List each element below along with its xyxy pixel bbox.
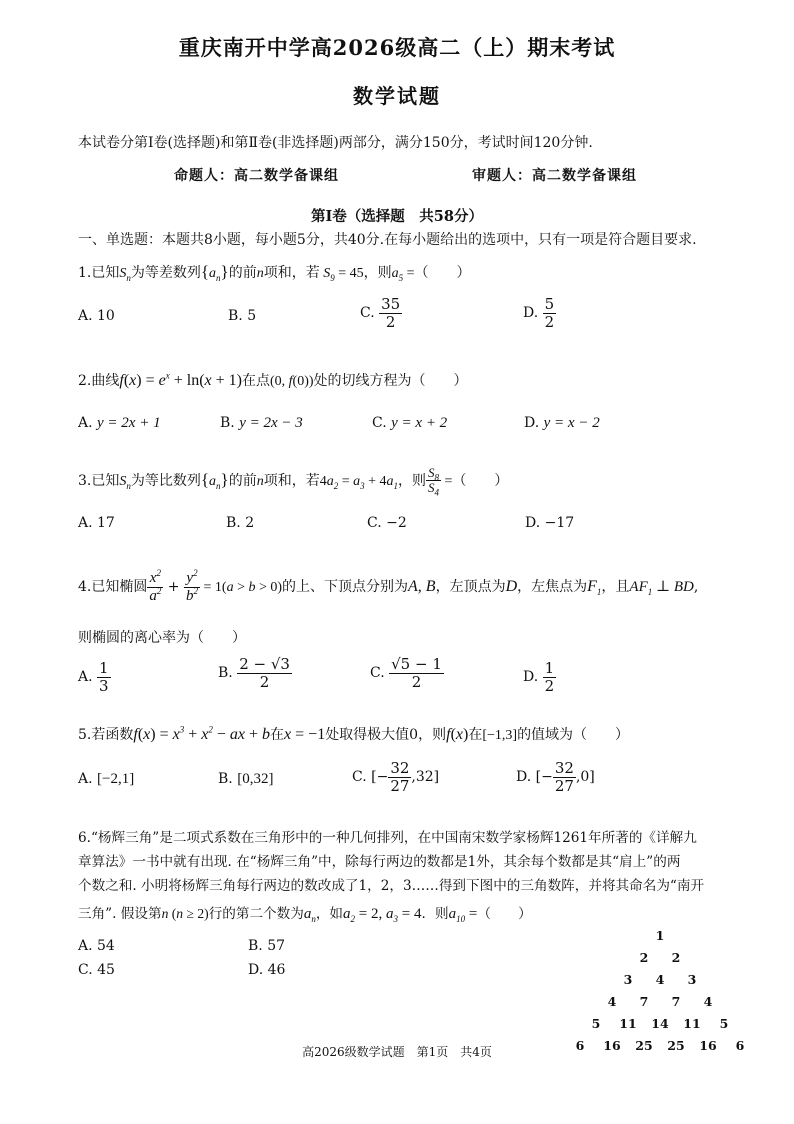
q2-mid: 在点 (241, 373, 270, 389)
q4-c-denominator: 2 (411, 672, 422, 691)
triangle-cell: 6 (735, 1038, 745, 1053)
triangle-cell: 5 (719, 1016, 729, 1031)
triangle-cell: 11 (619, 1016, 637, 1031)
q4-d-numerator: 1 (544, 659, 555, 677)
q4-mid4: ，且 (601, 579, 630, 595)
question-5: 5.若函数$f(x) = x^3 + x^2$ − ax + b在x = −1处取得极大值0，则f(x)在[−1,3]的值域为（ ） (78, 724, 630, 743)
q3-option-a: A. 17 (78, 515, 115, 531)
triangle-cell: 25 (635, 1038, 653, 1053)
q3-prefix: 3.已知 (78, 472, 120, 489)
triangle-cell: 25 (667, 1038, 685, 1053)
triangle-cell: 11 (683, 1016, 701, 1031)
q6-line1: 6.“杨辉三角”是二项式系数在三角形中的一种几何排列，在中国南宋数学家杨辉1261年所著的《详解九 (78, 830, 697, 846)
q1-d-denominator: 2 (544, 312, 555, 331)
q4-c-numerator: √5 − 1 (391, 655, 442, 673)
exam-intro: 本试卷分第Ⅰ卷(选择题)和第Ⅱ卷(非选择题)两部分，满分150分，考试时间120分钟. (78, 135, 593, 151)
question-4: 4.已知椭圆 $\frac{x^2}{a^2}$ + $\frac{y^2}{b^2}$ = 1(a > b > 0)的上、下顶点分别为A, B，左顶点为D，左焦点为$F_1$，且$AF_1$ ⊥ BD, (78, 568, 699, 604)
q2-end: 处的切线方程为（ ） (313, 373, 468, 389)
triangle-cell: 16 (603, 1038, 621, 1053)
q2-d-value: y = x − 2 (543, 415, 600, 431)
triangle-cell: 6 (575, 1038, 585, 1053)
q4-b-numerator: 2 − √3 (239, 655, 290, 673)
q4-mid1: 的上、下顶点分别为 (282, 579, 409, 595)
page-footer: 高2026级数学试题 第1页 共4页 (302, 1045, 492, 1059)
triangle-cell: 14 (651, 1016, 669, 1031)
q6-option-c: C. 45 (78, 962, 115, 978)
q6-line4-b: 行的第二个数为 (208, 906, 304, 922)
q1-option-b: B. 5 (228, 308, 257, 324)
triangle-cell: 4 (703, 994, 713, 1009)
triangle-cell: 5 (591, 1016, 601, 1031)
question-2: 2.曲线$f(x) = e^x + \ln(x + 1)$在点(0, f(0))处的切线方程为（ ） (78, 370, 468, 389)
q5-a-value: [−2,1] (97, 771, 135, 787)
q2-b-value: y = 2x − 3 (239, 415, 303, 431)
q4-line2: 则椭圆的离心率为（ ） (78, 630, 246, 646)
q6-line4: 三角”. 假设第n (n ≥ 2)行的第二个数为$a_n$，如$a_2 = 2$, $a_3 = 4$．则$a_{10}$ =（ ） (78, 906, 532, 924)
q4-option-a: A. $\frac{1}{3}$ (78, 659, 109, 695)
section-instructions: 一、单选题：本题共8小题，每小题5分，共40分.在每小题给出的选项中，只有一项是符合题目要求. (78, 232, 697, 248)
q1-c-numerator: 35 (381, 295, 401, 313)
q1-prefix: 1.已知 (78, 265, 120, 281)
q3-mid3: 项和，若 (263, 472, 320, 489)
q3-mid4: ，则 (398, 472, 427, 489)
q6-line4-d: ．则 (421, 906, 449, 922)
q6-line4-e: （ ） (477, 906, 532, 922)
q1-mid2: 的前 (228, 265, 257, 281)
triangle-cell: 2 (671, 950, 681, 965)
triangle-cell: 3 (623, 972, 633, 987)
q6-line4-c: ，如 (315, 906, 344, 922)
q1-end: （ ） (414, 265, 471, 281)
q3-option-c: C. −2 (367, 515, 407, 531)
triangle-cell: 4 (607, 994, 617, 1009)
q1-c-denominator: 2 (385, 312, 396, 331)
triangle-cell: 3 (687, 972, 697, 987)
q2-option-d: D. y = x − 2 (524, 415, 600, 431)
triangle-cell: 1 (655, 928, 665, 943)
triangle-cell: 7 (671, 994, 681, 1009)
q3-option-b: B. 2 (226, 515, 255, 531)
q5-option-b: B. [0,32] (218, 771, 274, 787)
q4-d-denominator: 2 (544, 676, 555, 695)
q1-d-numerator: 5 (544, 295, 555, 313)
q1-mid1: 为等差数列 (130, 265, 201, 281)
q2-option-a: A. y = 2x + 1 (78, 415, 161, 431)
q5-c-prefix: [− (371, 769, 389, 785)
q5-d-denominator: 27 (554, 776, 574, 795)
q5-d-numerator: 32 (554, 759, 574, 777)
q4-a-denominator: 3 (99, 676, 109, 695)
q1-option-c-label: C. (360, 305, 375, 321)
q1-option-a: A. 10 (78, 308, 115, 324)
q5-d-suffix: ,0] (575, 769, 595, 785)
q4-b-denominator: 2 (259, 672, 270, 691)
question-1: 1.已知$S_n$为等差数列$\{a_n\}$的前n项和，若 $S_9 = 45$，则$a_5$ =（ ） (78, 262, 471, 283)
q5-option-d: D. [− $\frac{32}{27}$ ,0] (516, 759, 595, 795)
q2-prefix: 2.曲线 (78, 373, 120, 389)
exam-title: 重庆南开中学高2026级高二（上）期末考试 (178, 35, 616, 60)
q4-a-numerator: 1 (99, 659, 109, 677)
q1-option-c (360, 296, 402, 330)
triangle-cell: 2 (639, 950, 649, 965)
triangle-cell: 16 (699, 1038, 717, 1053)
q6-line4-a: 三角”. 假设第 (78, 906, 162, 922)
q5-mid2: 处取得极大值0，则 (325, 727, 447, 743)
q1-mid4: ，则 (363, 265, 392, 281)
q5-end: 的值域为（ ） (517, 727, 630, 743)
q5-c-denominator: 27 (390, 776, 410, 795)
q5-c-numerator: 32 (390, 759, 410, 777)
q5-mid3: 在 (468, 727, 483, 743)
q6-line3: 个数之和. 小明将杨辉三角每行两边的数改成了1，2，3……得到下图中的三角数阵，并将其命名为“南开 (78, 878, 705, 894)
q3-mid1: 为等比数列 (130, 472, 201, 489)
q4-option-c: C. $\frac{√5 - 1}{2}$ (370, 655, 442, 691)
q1-option-d (523, 296, 556, 330)
q6-option-b: B. 57 (248, 938, 286, 954)
question-3: 3.已知$S_n$为等比数列$\{a_n\}$的前n项和，若$4a_2 = a_3 + 4a_1$，则 $\frac{S_8}{S_4}$ =（ ） (78, 465, 509, 498)
q5-prefix: 5.若函数 (78, 727, 134, 743)
q3-option-d: D. −17 (525, 515, 575, 531)
q5-mid1: 在 (270, 727, 285, 743)
q1-mid3: 项和，若 (263, 265, 320, 281)
q6-option-a: A. 54 (78, 938, 115, 954)
q5-b-value: [0,32] (237, 771, 274, 787)
q5-d-prefix: [− (535, 769, 553, 785)
triangle-cell: 7 (639, 994, 649, 1009)
q2-a-value: y = 2x + 1 (97, 415, 161, 431)
q3-end: （ ） (452, 472, 509, 489)
reviewer-label: 审题人：高二数学备课组 (472, 168, 637, 184)
q1-option-d-label: D. (523, 305, 539, 321)
q6-option-d: D. 46 (248, 962, 286, 978)
q4-option-d: D. $\frac{1}{2}$ (523, 659, 555, 695)
q4-mid3: ，左焦点为 (517, 579, 588, 595)
q2-c-value: y = x + 2 (391, 415, 448, 431)
q2-option-c: C. y = x + 2 (372, 415, 448, 431)
q5-c-suffix: ,32] (411, 769, 440, 785)
q4-option-b: B. $\frac{2 - √3}{2}$ (218, 655, 290, 691)
q4-prefix: 4.已知椭圆 (78, 579, 148, 595)
q3-mid2: 的前 (228, 472, 257, 489)
triangle-cell: 4 (655, 972, 665, 987)
author-label: 命题人：高二数学备课组 (174, 168, 339, 184)
q5-option-c: C. [− $\frac{32}{27}$ ,32] (352, 759, 440, 795)
exam-subtitle: 数学试题 (353, 84, 441, 108)
q6-line2: 章算法》一书中就有出现. 在“杨辉三角”中，除每行两边的数都是1外，其余每个数都是其“肩上”的两 (78, 854, 681, 870)
section-title: 第Ⅰ卷（选择题 共58分） (311, 208, 483, 225)
q4-mid2: ，左顶点为 (435, 579, 506, 595)
q2-option-b: B. y = 2x − 3 (220, 415, 303, 431)
q5-option-a: A. [−2,1] (78, 771, 135, 787)
